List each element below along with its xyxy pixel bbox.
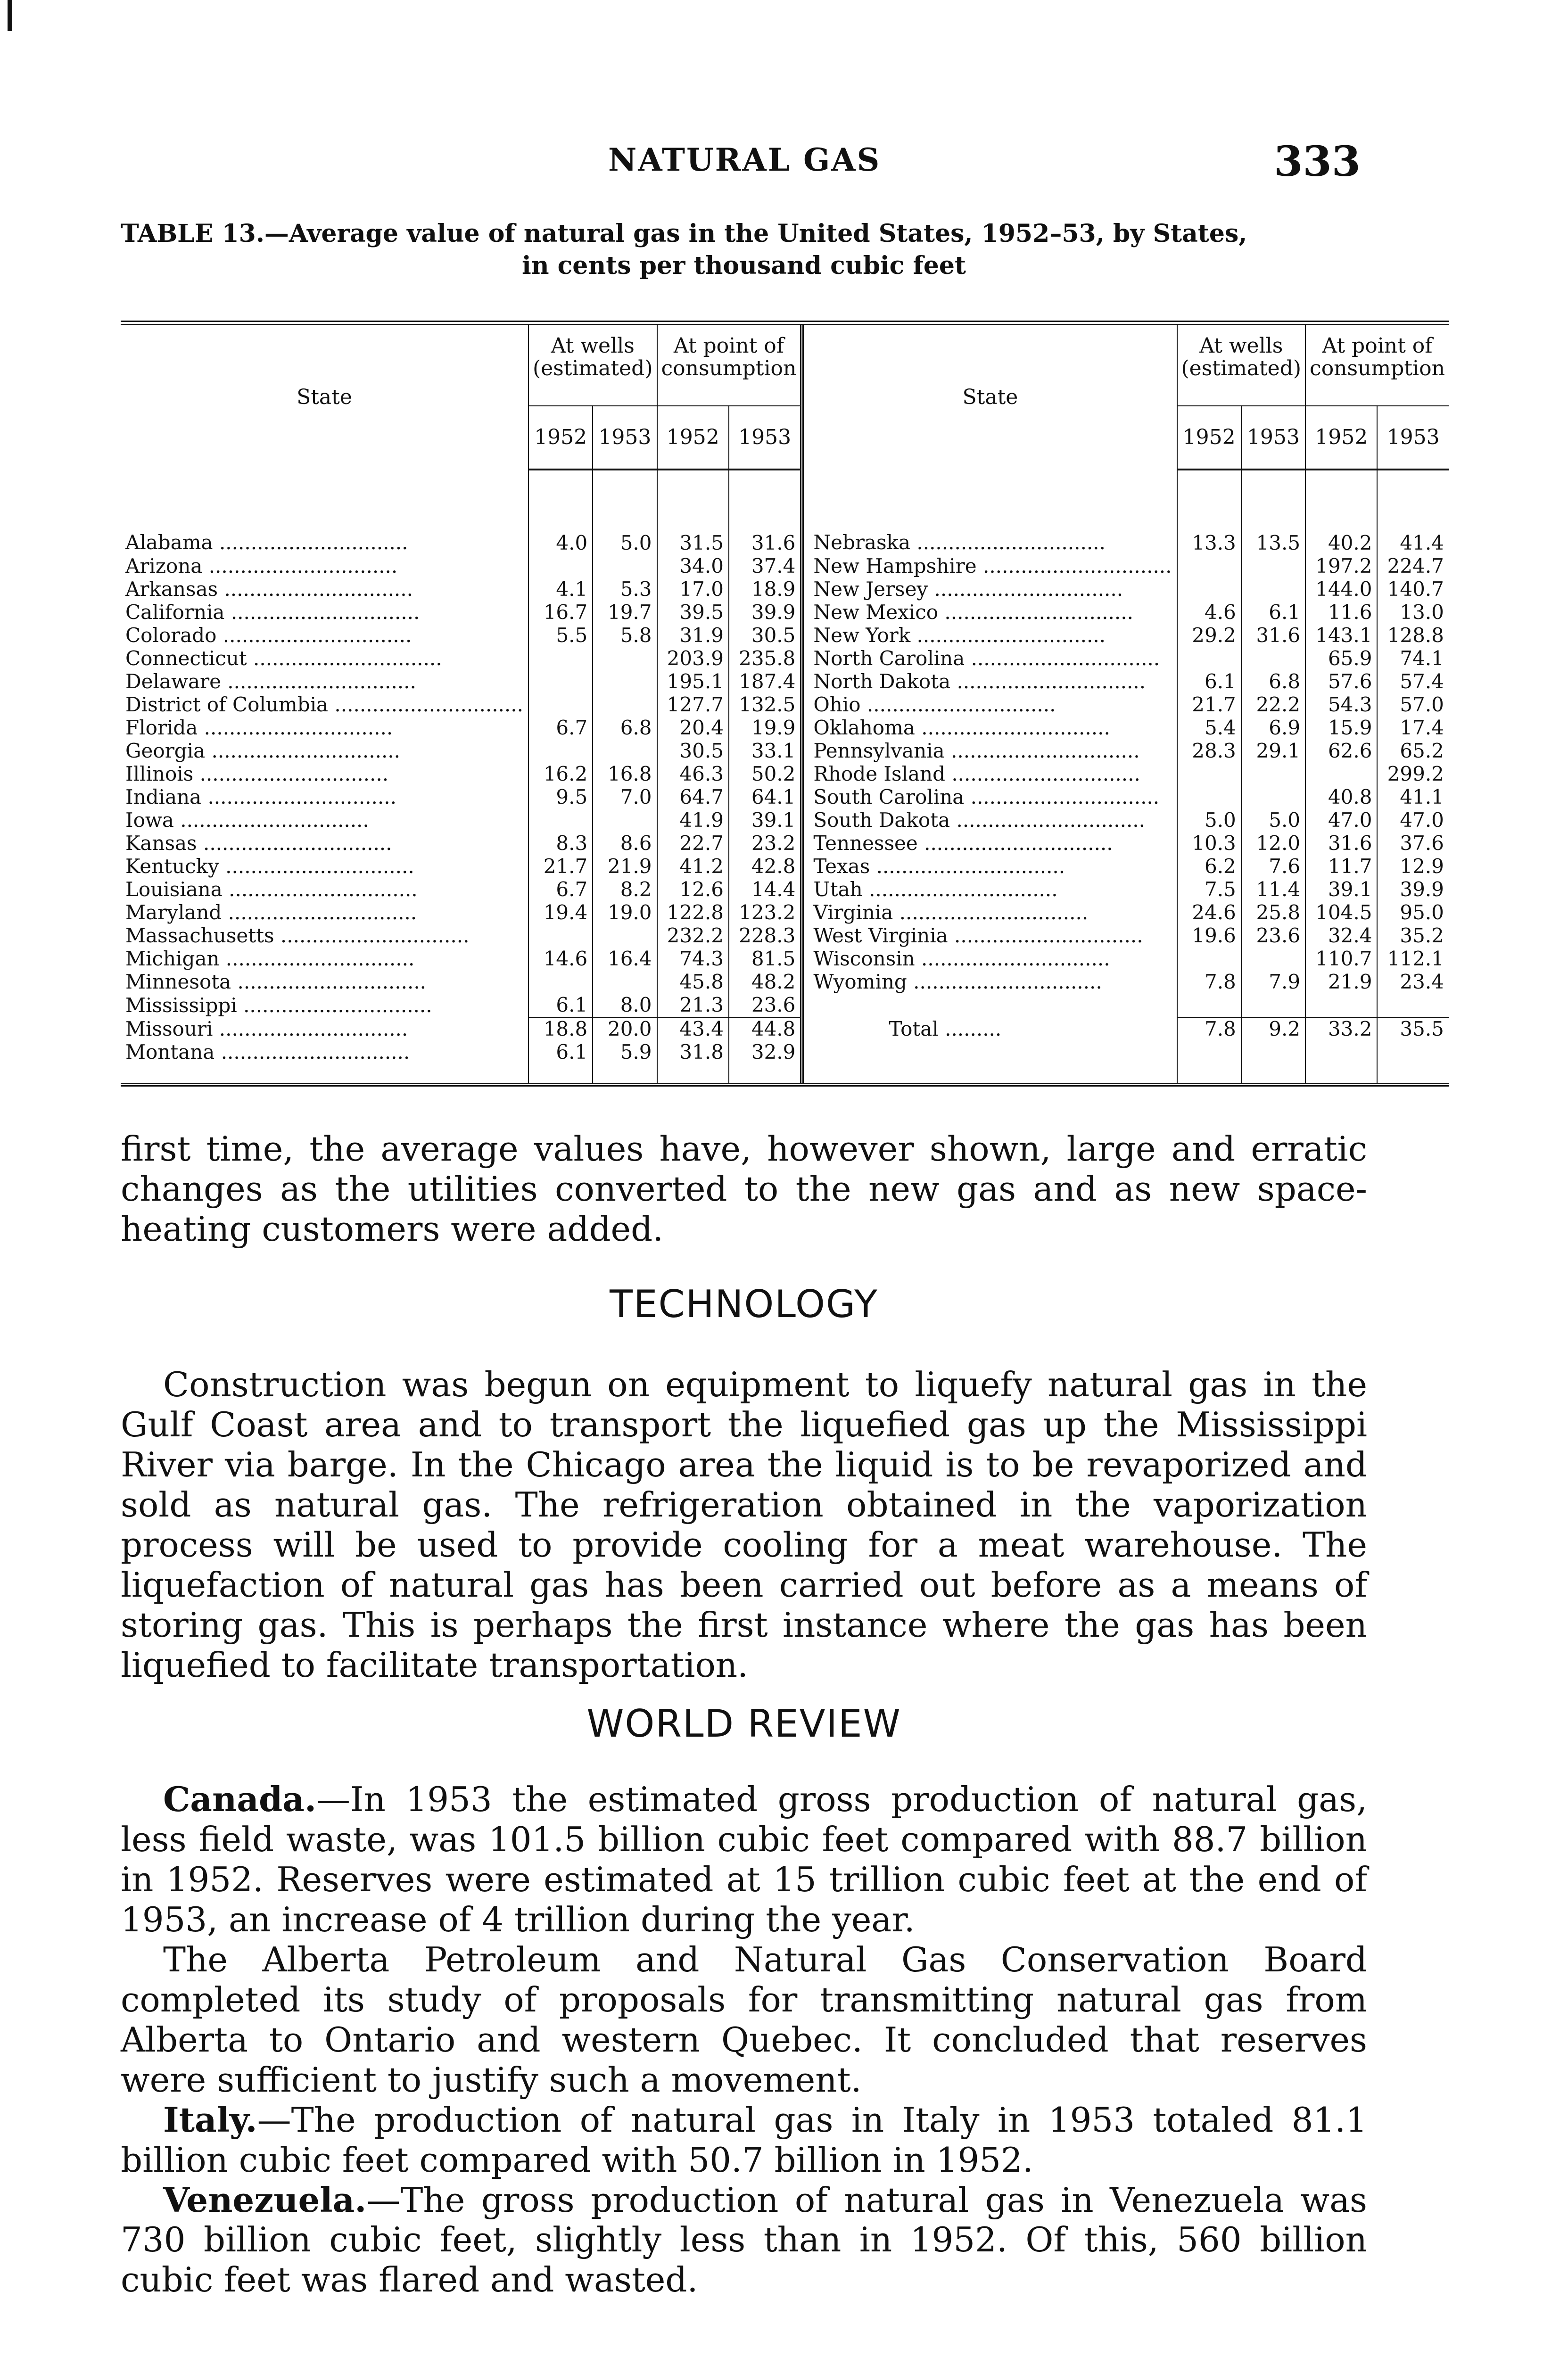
value-cell <box>593 670 657 693</box>
value-cell <box>1241 948 1305 971</box>
value-cell <box>593 740 657 763</box>
state-name-cell: South Dakota ..... <box>802 809 1177 832</box>
value-cell: 11.6 <box>1305 601 1377 624</box>
value-cell: 31.6 <box>729 470 802 555</box>
table-row <box>121 878 1449 901</box>
state-name-cell: New York ..... <box>802 624 1177 647</box>
value-cell: 197.2 <box>1305 555 1377 578</box>
value-cell: 8.0 <box>593 994 657 1017</box>
table-row <box>121 901 1449 924</box>
year-header: 1952 <box>528 406 593 470</box>
value-cell <box>1305 763 1377 786</box>
table-row <box>121 601 1449 624</box>
value-cell: 19.7 <box>593 601 657 624</box>
value-cell: 235.8 <box>729 647 802 670</box>
state-name-cell: Texas ..... <box>802 855 1177 878</box>
value-cell: 6.7 <box>528 878 593 901</box>
table-row <box>121 717 1449 740</box>
table-row <box>121 832 1449 855</box>
value-cell: 31.6 <box>1305 832 1377 855</box>
value-cell <box>1177 948 1241 971</box>
value-cell: 6.8 <box>593 717 657 740</box>
value-cell: 18.9 <box>729 578 802 601</box>
wells-column-header-right: At wells (estimated) <box>1177 323 1306 406</box>
value-cell: 40.2 <box>1305 470 1377 555</box>
value-cell: 228.3 <box>729 924 802 948</box>
value-cell <box>1177 1041 1241 1085</box>
value-cell: 23.4 <box>1377 971 1448 994</box>
value-cell: 5.8 <box>593 624 657 647</box>
value-cell: 32.9 <box>729 1041 802 1085</box>
italy-text: —The production of natural gas in Italy in 1953 totaled 81.1 billion cubic feet compared with 50.7 billion in 1952. <box>121 2100 1367 2180</box>
value-cell: 7.6 <box>1241 855 1305 878</box>
value-cell <box>1177 994 1241 1017</box>
value-cell <box>528 693 593 717</box>
value-cell: 7.5 <box>1177 878 1241 901</box>
state-name-cell: Indiana ..... <box>121 786 528 809</box>
italy-lead: Italy. <box>163 2099 257 2140</box>
value-cell <box>593 647 657 670</box>
table-row <box>121 809 1449 832</box>
value-cell: 12.6 <box>657 878 729 901</box>
state-name-cell: Nebraska ..... <box>802 470 1177 555</box>
value-cell: 232.2 <box>657 924 729 948</box>
value-cell: 11.4 <box>1241 878 1305 901</box>
value-cell: 110.7 <box>1305 948 1377 971</box>
state-name-cell: North Dakota ..... <box>802 670 1177 693</box>
value-cell: 64.1 <box>729 786 802 809</box>
value-cell: 40.8 <box>1305 786 1377 809</box>
value-cell: 13.0 <box>1377 601 1448 624</box>
value-cell <box>1241 578 1305 601</box>
value-cell: 12.0 <box>1241 832 1305 855</box>
year-header: 1952 <box>1177 406 1241 470</box>
value-cell: 74.3 <box>657 948 729 971</box>
state-name-cell: Colorado ..... <box>121 624 528 647</box>
state-name-cell: Utah ..... <box>802 878 1177 901</box>
canada-text: —In 1953 the estimated gross production of natural gas, less field waste, was 101.5 billion cubic feet compared with 88.7 billion in 1952. Reserves were estimated at 15 trillion cubic feet at the end of 1953, an increase of 4 trillion during the year. <box>121 1780 1367 1939</box>
value-cell: 16.7 <box>528 601 593 624</box>
value-cell: 41.1 <box>1377 786 1448 809</box>
value-cell: 19.0 <box>593 901 657 924</box>
table-row <box>121 670 1449 693</box>
value-cell: 31.8 <box>657 1041 729 1085</box>
canada-lead: Canada. <box>163 1779 317 1819</box>
value-cell <box>593 971 657 994</box>
table-row <box>121 740 1449 763</box>
value-cell: 4.1 <box>528 578 593 601</box>
value-cell: 12.9 <box>1377 855 1448 878</box>
value-cell: 203.9 <box>657 647 729 670</box>
value-cell: 34.0 <box>657 555 729 578</box>
state-name-cell: Rhode Island ..... <box>802 763 1177 786</box>
value-cell: 9.5 <box>528 786 593 809</box>
technology-section <box>121 1365 1367 1685</box>
continuation-text: first time, the average values have, however shown, large and erratic changes as the utilities converted to the new gas and as new space-heating customers were added. <box>121 1129 1367 1249</box>
value-cell: 7.9 <box>1241 971 1305 994</box>
value-cell: 144.0 <box>1305 578 1377 601</box>
value-cell: 7.8 <box>1177 1017 1241 1041</box>
venezuela-lead: Venezuela. <box>163 2179 367 2220</box>
value-cell: 46.3 <box>657 763 729 786</box>
year-header: 1952 <box>1305 406 1377 470</box>
value-cell: 33.1 <box>729 740 802 763</box>
value-cell: 9.2 <box>1241 1017 1305 1041</box>
state-name-cell: Mississippi ..... <box>121 994 528 1017</box>
table-row <box>121 971 1449 994</box>
value-cell: 65.2 <box>1377 740 1448 763</box>
value-cell: 6.1 <box>1241 601 1305 624</box>
value-cell: 21.9 <box>1305 971 1377 994</box>
value-cell: 30.5 <box>729 624 802 647</box>
value-cell: 23.6 <box>1241 924 1305 948</box>
value-cell <box>1305 994 1377 1017</box>
value-cell: 14.4 <box>729 878 802 901</box>
year-header: 1953 <box>593 406 657 470</box>
state-name-cell: North Carolina ..... <box>802 647 1177 670</box>
value-cell: 31.9 <box>657 624 729 647</box>
value-cell: 35.5 <box>1377 1017 1448 1041</box>
running-title: NATURAL GAS <box>608 141 881 178</box>
table-caption-line1: TABLE 13.—Average value of natural gas in the United States, 1952–53, by States, <box>121 219 1247 248</box>
state-name-cell: New Mexico ..... <box>802 601 1177 624</box>
state-column-header: State <box>121 323 528 470</box>
value-cell: 37.6 <box>1377 832 1448 855</box>
value-cell: 48.2 <box>729 971 802 994</box>
venezuela-text: —The gross production of natural gas in Venezuela was 730 billion cubic feet, slightly less than in 1952. Of this, 560 billion cubic feet was flared and wasted. <box>121 2180 1367 2300</box>
value-cell: 6.2 <box>1177 855 1241 878</box>
value-cell: 7.0 <box>593 786 657 809</box>
table-row <box>121 763 1449 786</box>
value-cell: 15.9 <box>1305 717 1377 740</box>
value-cell: 33.2 <box>1305 1017 1377 1041</box>
value-cell <box>1241 786 1305 809</box>
value-cell <box>528 809 593 832</box>
state-name-cell: Louisiana ..... <box>121 878 528 901</box>
value-cell: 16.4 <box>593 948 657 971</box>
value-cell: 5.9 <box>593 1041 657 1085</box>
state-name-cell: Pennsylvania ..... <box>802 740 1177 763</box>
value-cell: 112.1 <box>1377 948 1448 971</box>
value-cell: 6.1 <box>1177 670 1241 693</box>
table-body <box>121 470 1449 1085</box>
page-edge-mark <box>8 0 12 31</box>
value-cell: 6.9 <box>1241 717 1305 740</box>
value-cell: 32.4 <box>1305 924 1377 948</box>
value-cell: 47.0 <box>1377 809 1448 832</box>
value-cell: 57.4 <box>1377 670 1448 693</box>
table-row <box>121 948 1449 971</box>
value-cell: 132.5 <box>729 693 802 717</box>
value-cell: 5.0 <box>1177 809 1241 832</box>
value-cell: 8.3 <box>528 832 593 855</box>
state-name-cell: New Hampshire ..... <box>802 555 1177 578</box>
value-cell: 29.2 <box>1177 624 1241 647</box>
state-name-cell: Montana ..... <box>121 1041 528 1085</box>
value-cell: 8.2 <box>593 878 657 901</box>
value-cell <box>1241 647 1305 670</box>
state-name-cell: Connecticut ..... <box>121 647 528 670</box>
state-name-cell: Minnesota ..... <box>121 971 528 994</box>
value-cell: 41.2 <box>657 855 729 878</box>
state-name-cell: Michigan ..... <box>121 948 528 971</box>
value-cell: 47.0 <box>1305 809 1377 832</box>
consumption-column-header: At point of consumption <box>657 323 802 406</box>
state-name-cell: Oklahoma ..... <box>802 717 1177 740</box>
gas-value-table <box>121 321 1449 1087</box>
value-cell: 8.6 <box>593 832 657 855</box>
value-cell: 42.8 <box>729 855 802 878</box>
state-name-cell: Wisconsin ..... <box>802 948 1177 971</box>
value-cell <box>593 809 657 832</box>
value-cell <box>593 693 657 717</box>
value-cell <box>1177 647 1241 670</box>
state-name-cell: South Carolina ..... <box>802 786 1177 809</box>
value-cell: 65.9 <box>1305 647 1377 670</box>
table-row <box>121 693 1449 717</box>
value-cell: 39.1 <box>1305 878 1377 901</box>
value-cell <box>1241 1041 1305 1085</box>
value-cell: 20.4 <box>657 717 729 740</box>
table-row <box>121 855 1449 878</box>
value-cell: 5.0 <box>1241 809 1305 832</box>
value-cell <box>1177 786 1241 809</box>
value-cell <box>1241 763 1305 786</box>
state-name-cell: Ohio ..... <box>802 693 1177 717</box>
table-row <box>121 994 1449 1017</box>
value-cell <box>1241 555 1305 578</box>
value-cell: 299.2 <box>1377 763 1448 786</box>
value-cell <box>1305 1041 1377 1085</box>
table-row <box>121 578 1449 601</box>
value-cell: 4.0 <box>528 470 593 555</box>
state-name-cell: New Jersey ..... <box>802 578 1177 601</box>
value-cell: 21.7 <box>1177 693 1241 717</box>
value-cell: 24.6 <box>1177 901 1241 924</box>
value-cell: 19.4 <box>528 901 593 924</box>
value-cell: 28.3 <box>1177 740 1241 763</box>
state-column-header-right: State <box>802 323 1177 470</box>
canada-paragraph <box>121 1780 1367 1940</box>
value-cell: 21.9 <box>593 855 657 878</box>
value-cell: 41.4 <box>1377 470 1448 555</box>
value-cell: 14.6 <box>528 948 593 971</box>
value-cell: 39.9 <box>1377 878 1448 901</box>
value-cell: 143.1 <box>1305 624 1377 647</box>
state-name-cell: Iowa ..... <box>121 809 528 832</box>
table-caption-line2: in cents per thousand cubic feet <box>521 251 966 280</box>
value-cell: 22.7 <box>657 832 729 855</box>
state-name-cell: Arizona ..... <box>121 555 528 578</box>
value-cell: 81.5 <box>729 948 802 971</box>
state-name-cell: Massachusetts ..... <box>121 924 528 948</box>
year-header: 1953 <box>1377 406 1448 470</box>
value-cell: 140.7 <box>1377 578 1448 601</box>
value-cell: 17.4 <box>1377 717 1448 740</box>
value-cell: 16.2 <box>528 763 593 786</box>
state-name-cell: Tennessee ..... <box>802 832 1177 855</box>
table-row <box>121 786 1449 809</box>
year-header: 1952 <box>657 406 729 470</box>
state-name-cell <box>802 1041 1177 1085</box>
value-cell: 187.4 <box>729 670 802 693</box>
value-cell: 7.8 <box>1177 971 1241 994</box>
value-cell: 6.7 <box>528 717 593 740</box>
value-cell: 45.8 <box>657 971 729 994</box>
value-cell: 39.9 <box>729 601 802 624</box>
table-caption <box>121 218 1367 281</box>
value-cell: 64.7 <box>657 786 729 809</box>
value-cell: 13.5 <box>1241 470 1305 555</box>
value-cell: 195.1 <box>657 670 729 693</box>
value-cell: 6.1 <box>528 1041 593 1085</box>
state-name-cell: California ..... <box>121 601 528 624</box>
consumption-column-header-right: At point of consumption <box>1305 323 1449 406</box>
technology-paragraph: Construction was begun on equipment to liquefy natural gas in the Gulf Coast area and to transport the liquefied gas up the Mississippi River via barge. In the Chicago area the liquid is to be revaporized and sold as natural gas. The refrigeration obtained in the vaporization process will be used to provide cooling for a meat warehouse. The liquefaction of natural gas has been carried out before as a means of storing gas. This is perhaps the first instance where the gas has been liquefied to facilitate transportation. <box>121 1365 1367 1685</box>
value-cell: 224.7 <box>1377 555 1448 578</box>
state-name-cell: Delaware ..... <box>121 670 528 693</box>
state-name-cell: Wyoming ..... <box>802 971 1177 994</box>
value-cell: 50.2 <box>729 763 802 786</box>
value-cell: 21.7 <box>528 855 593 878</box>
value-cell <box>1377 994 1448 1017</box>
venezuela-paragraph <box>121 2180 1367 2300</box>
value-cell: 5.4 <box>1177 717 1241 740</box>
value-cell: 10.3 <box>1177 832 1241 855</box>
value-cell <box>528 670 593 693</box>
value-cell <box>1177 555 1241 578</box>
state-name-cell: Georgia ..... <box>121 740 528 763</box>
value-cell: 21.3 <box>657 994 729 1017</box>
value-cell: 19.9 <box>729 717 802 740</box>
value-cell: 44.8 <box>729 1017 802 1041</box>
state-name-cell: Total ..... <box>802 1017 1177 1041</box>
state-name-cell: Florida ..... <box>121 717 528 740</box>
world-review-heading: WORLD REVIEW <box>586 1702 901 1746</box>
value-cell: 4.6 <box>1177 601 1241 624</box>
value-cell: 123.2 <box>729 901 802 924</box>
value-cell: 35.2 <box>1377 924 1448 948</box>
value-cell: 5.0 <box>593 470 657 555</box>
value-cell: 22.2 <box>1241 693 1305 717</box>
value-cell <box>528 924 593 948</box>
value-cell: 31.5 <box>657 470 729 555</box>
state-name-cell: Maryland ..... <box>121 901 528 924</box>
state-name-cell: Kentucky ..... <box>121 855 528 878</box>
world-review-section <box>121 1780 1367 2300</box>
value-cell <box>1177 578 1241 601</box>
value-cell: 37.4 <box>729 555 802 578</box>
continuation-paragraph <box>121 1129 1367 1249</box>
value-cell: 17.0 <box>657 578 729 601</box>
value-cell: 23.6 <box>729 994 802 1017</box>
value-cell <box>593 924 657 948</box>
state-name-cell: Virginia ..... <box>802 901 1177 924</box>
state-name-cell: West Virginia ..... <box>802 924 1177 948</box>
value-cell: 16.8 <box>593 763 657 786</box>
alberta-paragraph: The Alberta Petroleum and Natural Gas Conservation Board completed its study of proposals for transmitting natural gas from Alberta to Ontario and western Quebec. It concluded that reserves were sufficient to justify such a movement. <box>121 1939 1367 2100</box>
italy-paragraph <box>121 2100 1367 2180</box>
state-name-cell: Illinois ..... <box>121 763 528 786</box>
value-cell: 23.2 <box>729 832 802 855</box>
table-row <box>121 555 1449 578</box>
table-row <box>121 624 1449 647</box>
table-row <box>121 1041 1449 1085</box>
value-cell <box>1241 994 1305 1017</box>
value-cell: 95.0 <box>1377 901 1448 924</box>
value-cell: 122.8 <box>657 901 729 924</box>
value-cell: 25.8 <box>1241 901 1305 924</box>
value-cell: 104.5 <box>1305 901 1377 924</box>
state-name-cell: Kansas ..... <box>121 832 528 855</box>
value-cell: 57.6 <box>1305 670 1377 693</box>
value-cell: 18.8 <box>528 1017 593 1041</box>
value-cell: 6.8 <box>1241 670 1305 693</box>
value-cell: 39.5 <box>657 601 729 624</box>
value-cell <box>1377 1041 1448 1085</box>
value-cell: 43.4 <box>657 1017 729 1041</box>
value-cell: 54.3 <box>1305 693 1377 717</box>
technology-heading: TECHNOLOGY <box>610 1282 878 1326</box>
value-cell: 30.5 <box>657 740 729 763</box>
table-row <box>121 1017 1449 1041</box>
state-name-cell <box>802 994 1177 1017</box>
state-name-cell: Alabama ..... <box>121 470 528 555</box>
value-cell: 57.0 <box>1377 693 1448 717</box>
value-cell: 20.0 <box>593 1017 657 1041</box>
table-row <box>121 470 1449 555</box>
value-cell <box>593 555 657 578</box>
value-cell <box>528 647 593 670</box>
value-cell: 13.3 <box>1177 470 1241 555</box>
value-cell: 62.6 <box>1305 740 1377 763</box>
value-cell: 128.8 <box>1377 624 1448 647</box>
value-cell: 11.7 <box>1305 855 1377 878</box>
value-cell: 19.6 <box>1177 924 1241 948</box>
table-row <box>121 924 1449 948</box>
value-cell: 5.5 <box>528 624 593 647</box>
value-cell <box>528 971 593 994</box>
state-name-cell: Arkansas ..... <box>121 578 528 601</box>
wells-column-header: At wells (estimated) <box>528 323 657 406</box>
value-cell: 127.7 <box>657 693 729 717</box>
value-cell: 29.1 <box>1241 740 1305 763</box>
table-row <box>121 647 1449 670</box>
year-header: 1953 <box>1241 406 1305 470</box>
state-name-cell: Missouri ..... <box>121 1017 528 1041</box>
value-cell: 74.1 <box>1377 647 1448 670</box>
state-name-cell: District of Columbia ..... <box>121 693 528 717</box>
year-header: 1953 <box>729 406 802 470</box>
value-cell <box>1177 763 1241 786</box>
value-cell <box>528 555 593 578</box>
value-cell: 5.3 <box>593 578 657 601</box>
value-cell <box>528 740 593 763</box>
page-number: 333 <box>1274 137 1361 186</box>
value-cell: 6.1 <box>528 994 593 1017</box>
value-cell: 31.6 <box>1241 624 1305 647</box>
value-cell: 39.1 <box>729 809 802 832</box>
value-cell: 41.9 <box>657 809 729 832</box>
